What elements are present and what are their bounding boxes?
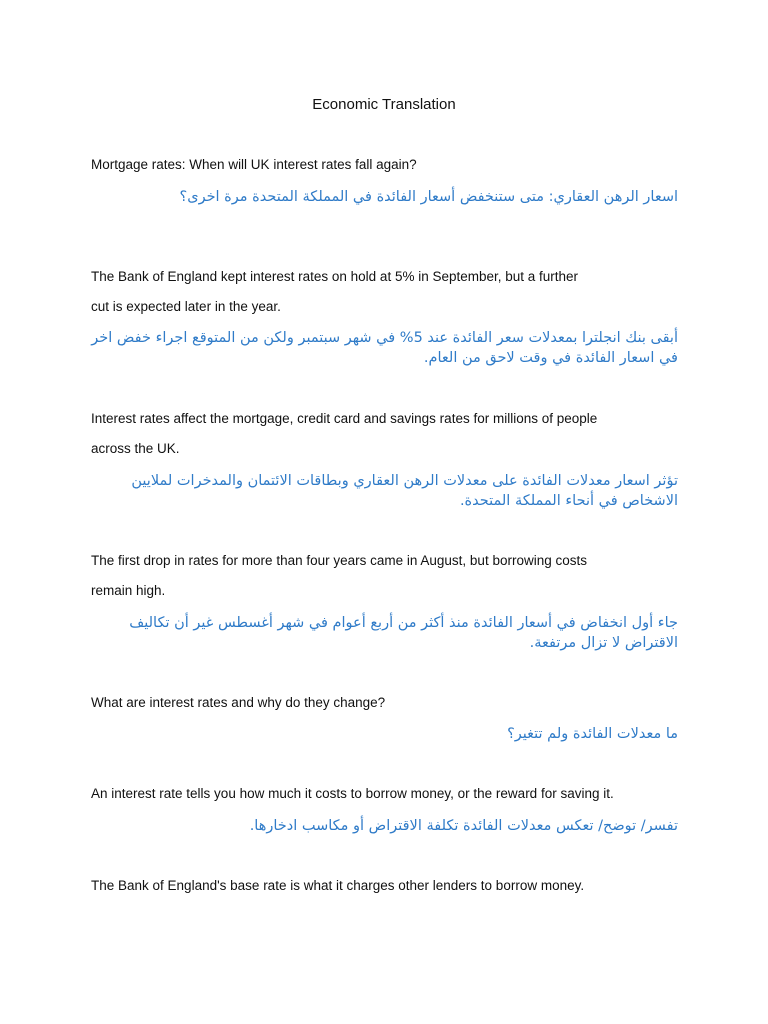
arabic-translation: اسعار الرهن العقاري: متى ستنخفض أسعار الفائدة في المملكة المتحدة مرة اخرى؟ (179, 189, 678, 205)
english-paragraph-line: Mortgage rates: When will UK interest rates fall again? (91, 157, 417, 172)
arabic-translation: تؤثر اسعار معدلات الفائدة على معدلات الرهن العقاري وبطاقات الائتمان والمدخرات لملايين الاشخاص في أنحاء المملكة المتحدة. (131, 473, 678, 509)
english-paragraph-line: What are interest rates and why do they change? (91, 695, 386, 710)
english-paragraph-line: An interest rate tells you how much it costs to borrow money, or the reward for saving it. (91, 786, 614, 801)
english-paragraph-line: The Bank of England kept interest rates on hold at 5% in September, but a further (91, 269, 579, 284)
english-paragraph-line: Interest rates affect the mortgage, credit card and savings rates for millions of people (91, 411, 598, 426)
english-paragraph-line: remain high. (91, 583, 166, 598)
arabic-translation: تفسر/ توضح/ تعكس معدلات الفائدة تكلفة الاقتراض أو مكاسب ادخارها. (249, 818, 678, 834)
arabic-translation: جاء أول انخفاض في أسعار الفائدة منذ أكثر من أربع أعوام في شهر أغسطس غير أن تكاليف الاقتراض لا تزال مرتفعة. (129, 615, 678, 651)
english-paragraph-line: across the UK. (91, 441, 180, 456)
document-title: Economic Translation (312, 96, 456, 113)
english-paragraph-line: cut is expected later in the year. (91, 299, 281, 314)
arabic-translation: ما معدلات الفائدة ولم تتغير؟ (507, 726, 678, 742)
english-paragraph-line: The Bank of England's base rate is what it charges other lenders to borrow money. (91, 878, 585, 893)
english-paragraph-line: The first drop in rates for more than four years came in August, but borrowing costs (91, 553, 587, 568)
arabic-translation: أبقى بنك انجلترا بمعدلات سعر الفائدة عند 5% في شهر سبتمبر ولكن من المتوقع اجراء خفض اخر في اسعار الفائدة في وقت لاحق من العام. (91, 330, 678, 366)
